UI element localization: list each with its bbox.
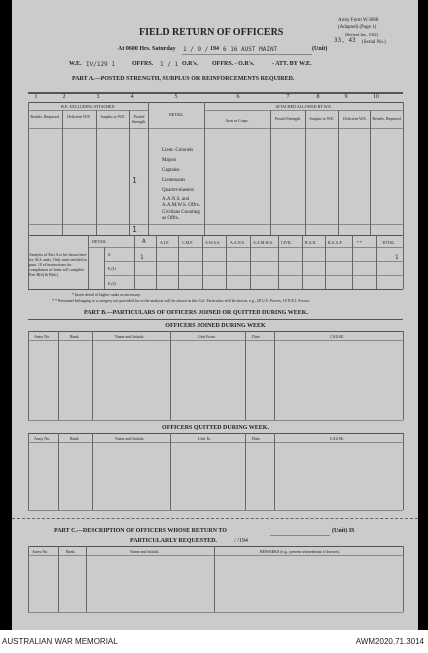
unit-hand: 6 16 AUST MAINT (223, 46, 278, 53)
head-deficient-right: Deficient W.E. (343, 116, 367, 121)
detail-b-hand: 1 (140, 254, 144, 261)
head-arm-corps: Arm or Corps. (225, 118, 249, 123)
joined-col-date: Date. (252, 334, 261, 339)
head-reinfts-left: Reinfts. Required. (30, 114, 60, 119)
detail-label: DETAIL (92, 239, 107, 244)
date-hand: 1 / 9 / (183, 46, 209, 53)
form-ref-line2: (Adapted) (Page 1) (338, 25, 377, 30)
rank-aamws: A.A.M.W.S. Offrs. (162, 203, 200, 208)
col-num-9: 9 (344, 94, 348, 100)
att-label: - ATT. BY W.E. (272, 61, 312, 67)
serial-label: (Serial No.) (362, 40, 386, 45)
part-c-line2: PARTICULARLY REQUESTED. (130, 538, 217, 544)
quitted-col-name: Name and Initials. (115, 436, 145, 441)
unit-label: (Unit) (312, 46, 328, 52)
part-c-title: PART C.—DESCRIPTION OF OFFICERS WHOSE RETURN TO (54, 528, 227, 534)
detail-aans: A.A.N.S. (230, 240, 245, 245)
attached-allowed-label: ATTACHED ALLOWED BY W.E. (275, 104, 332, 109)
ref-number: 33, 43 (334, 37, 356, 44)
rank-major: Majors (162, 158, 177, 163)
part-c-date: / /194 (234, 538, 248, 544)
part-a-title: PART A.—POSTED STRENGTH, SURPLUS OR REINFORCEMENTS REQUIRED. (72, 76, 295, 82)
col-num-6: 6 (236, 94, 240, 100)
joined-col-cause: CAUSE. (330, 334, 345, 339)
analysis-row-e1: E.(1) (108, 266, 117, 271)
analysis-row-e2: E.(2) (108, 281, 117, 286)
quitted-col-cause: CAUSE. (330, 436, 345, 441)
we-excluding-label: W.E. EXCLUDING ATTACHED. (60, 104, 116, 109)
analysis-row-s: S. (108, 252, 112, 257)
part-b-title: PART B.—PARTICULARS OF OFFICERS JOINED OR QUITTED DURING WEEK. (84, 310, 308, 316)
head-deficient-left: Deficient W.E. (67, 114, 91, 119)
detail-ran: R.A.N. (305, 240, 317, 245)
detail-awas: A.W.A.S. (205, 240, 221, 245)
col-num-1: 1 (34, 94, 38, 100)
analysis-note: Analysis of Part A to be shown here for ALL units. Only units entitled to para. 10 of instructions for compilation of form will complete Part B(ii) & B(iii) (29, 252, 87, 277)
detail-total-hand: 1 (395, 254, 399, 261)
col-num-7: 7 (286, 94, 290, 100)
total-posted-value: 1 (132, 225, 137, 234)
joined-col-army: Army No. (34, 334, 51, 339)
footer-accession: AWM2020.71.3014 (355, 637, 424, 646)
quitted-col-rank: Rank. (70, 436, 80, 441)
joined-col-rank: Rank. (70, 334, 80, 339)
form-ref-line3: (Revised Jan., 1942) (345, 32, 378, 37)
rank-lt-col: Lieut.-Colonels (162, 148, 194, 153)
head-surplus-right: Surplus to W.E. (309, 116, 335, 121)
col-num-4: 4 (130, 94, 134, 100)
detail-cmf: C.M.F. (182, 240, 194, 245)
quitted-col-army: Army No. (34, 436, 51, 441)
quitted-title: OFFICERS QUITTED DURING WEEK. (162, 425, 269, 431)
c-col-name: Name and Initials. (130, 549, 160, 554)
form-paper (12, 0, 418, 630)
detail-double-star: * * (357, 240, 362, 245)
form-title: FIELD RETURN OF OFFICERS (139, 27, 284, 38)
ors-label: O.R's. (182, 61, 199, 67)
detail-raaf: R.A.A.F. (328, 240, 343, 245)
rank-captain: Captains (162, 168, 180, 173)
head-surplus-left: Surplus to W.E. (100, 114, 126, 119)
offrs-label: OFFRS. (132, 61, 154, 67)
rank-civilians-2: as Offrs. (162, 216, 180, 221)
year-prefix: 194 (210, 46, 219, 52)
c-col-remarks: REMARKS (e.g., present whereabouts if known). (260, 549, 340, 554)
note-double-star: * * Personnel belonging to a category not provided for in the analysis will be shown in this Col. Particulars will be shown, e.g., 28 U.S. Forces; 18 N.E.I. Forces. (52, 298, 310, 303)
col-num-10: 10 (373, 94, 379, 100)
part-c-unit-is: (Unit) IS (332, 528, 355, 534)
archive-footer (0, 630, 428, 653)
detail-total: TOTAL (382, 240, 395, 245)
we-label: W.E. (69, 61, 82, 67)
we-hand: IV/129 1 (86, 61, 115, 68)
rank-civilians: Civilians Counting (162, 210, 200, 215)
note-star: * Insert detail of higher ranks as necessary. (72, 292, 141, 297)
form-ref-line1: Army Form W.3008 (338, 18, 379, 23)
or-hand: 1 / 1 (160, 61, 179, 68)
col-num-2: 2 (62, 94, 66, 100)
col-num-3: 3 (96, 94, 100, 100)
rank-qm: Quarter-masters (162, 188, 195, 193)
col-num-5: 5 (174, 94, 178, 100)
footer-institution: AUSTRALIAN WAR MEMORIAL (2, 637, 118, 646)
rank-aans: A.A.N.S. and (162, 197, 190, 202)
head-posted-right: Posted Strength. (274, 116, 302, 121)
joined-col-unit: Unit From. (198, 334, 216, 339)
c-col-army: Army No. (32, 549, 49, 554)
joined-col-name: Name and Initials. (115, 334, 145, 339)
detail-a: A (142, 238, 146, 245)
lieut-posted-value: 1 (132, 176, 137, 185)
joined-title: OFFICERS JOINED DURING WEEK (165, 323, 266, 329)
at-label: At 0600 Hrs. Saturday (118, 46, 176, 52)
c-col-rank: Rank. (66, 549, 76, 554)
detail-aif: A.I.F. (160, 240, 170, 245)
head-reinfts-right: Reinfts. Required. (372, 116, 402, 121)
offrs-ors-label: OFFRS. - O.R's. (212, 61, 255, 67)
head-detail: DETAIL. (168, 112, 185, 117)
head-posted-left: Posted Strength. (131, 114, 147, 124)
col-num-8: 8 (316, 94, 320, 100)
detail-aamws: A.A.M.W.S. (253, 240, 273, 245)
rank-lieutenant: Lieutenants (162, 178, 186, 183)
detail-civil: CIVIL (281, 240, 292, 245)
quitted-col-date: Date. (252, 436, 261, 441)
quitted-col-unit: Unit To. (198, 436, 212, 441)
